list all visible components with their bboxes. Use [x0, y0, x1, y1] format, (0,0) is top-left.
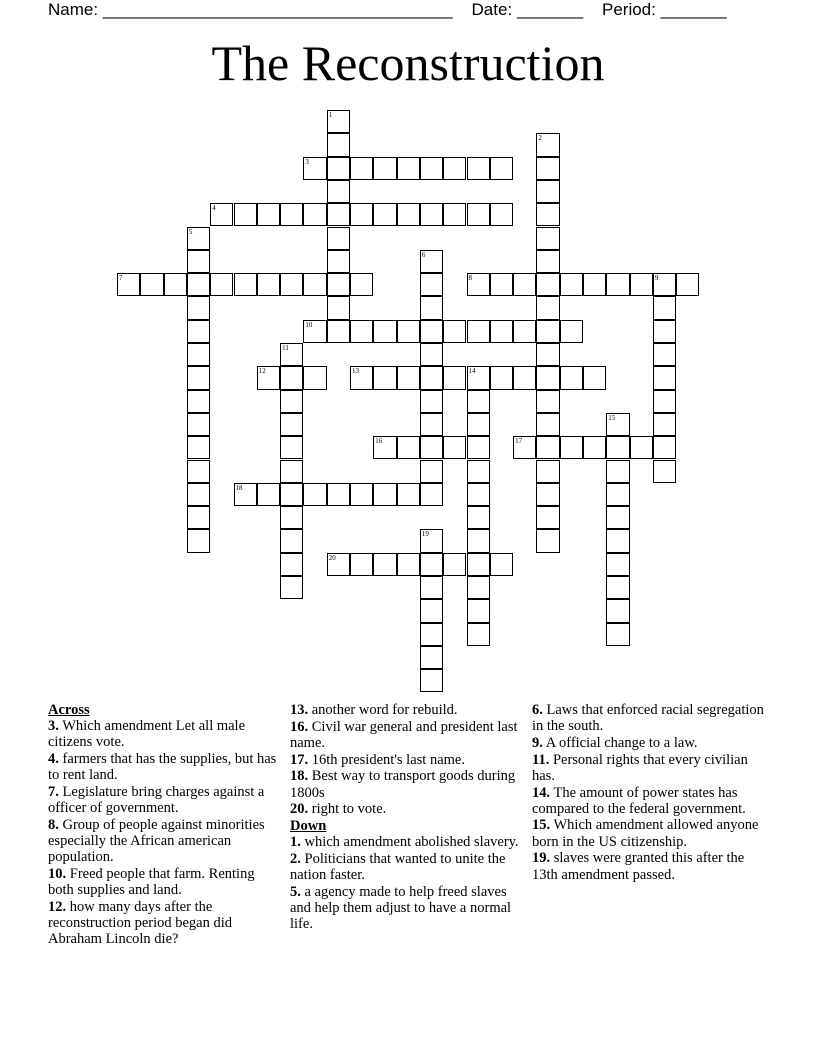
crossword-cell[interactable] — [420, 250, 443, 273]
crossword-cell[interactable] — [420, 669, 443, 692]
crossword-cell[interactable] — [187, 529, 210, 552]
crossword-cell[interactable] — [560, 366, 583, 389]
clue-number-label: 8 — [468, 274, 472, 283]
crossword-cell[interactable] — [420, 460, 443, 483]
crossword-cell[interactable] — [653, 320, 676, 343]
crossword-cell[interactable] — [187, 273, 210, 296]
clue-down-9: 9. A official change to a law. — [532, 734, 698, 751]
clue-down-1: 1. which amendment abolished slavery. — [290, 834, 519, 851]
crossword-cell[interactable] — [420, 273, 443, 296]
clue-number-label: 6 — [421, 250, 426, 259]
crossword-cell[interactable] — [676, 273, 699, 296]
crossword-cell[interactable] — [467, 273, 490, 296]
crossword-cell[interactable] — [536, 529, 559, 552]
crossword-cell[interactable] — [467, 157, 490, 180]
crossword-cell[interactable] — [280, 273, 303, 296]
clue-down-5: 5. a agency made to help freed slaves and help them adjust to have a normal life. — [290, 883, 512, 933]
clue-down-15: 15. Which amendment allowed anyone born in the US citizenship. — [532, 817, 759, 850]
clue-down-6: 6. Laws that enforced racial segregation in the south. — [532, 702, 764, 735]
crossword-cell[interactable] — [513, 320, 536, 343]
crossword-cell[interactable] — [350, 273, 373, 296]
crossword-cell[interactable] — [467, 320, 490, 343]
crossword-cell[interactable] — [606, 599, 629, 622]
crossword-cell[interactable] — [536, 343, 559, 366]
date-label: Date: — [471, 0, 517, 19]
crossword-cell[interactable] — [373, 436, 396, 459]
crossword-cell[interactable] — [350, 483, 373, 506]
crossword-cell[interactable] — [420, 483, 443, 506]
crossword-cell[interactable] — [234, 203, 257, 226]
crossword-cell[interactable] — [467, 460, 490, 483]
clue-number-label: 5 — [188, 227, 193, 236]
crossword-cell[interactable] — [373, 553, 396, 576]
crossword-cell[interactable] — [420, 413, 443, 436]
crossword-cell[interactable] — [187, 296, 210, 319]
crossword-cell[interactable] — [303, 366, 326, 389]
crossword-cell[interactable] — [443, 553, 466, 576]
crossword-cell[interactable] — [536, 483, 559, 506]
crossword-cell[interactable] — [467, 366, 490, 389]
crossword-cell[interactable] — [350, 366, 373, 389]
crossword-cell[interactable] — [467, 436, 490, 459]
clues-column-2 — [290, 702, 522, 933]
crossword-cell[interactable] — [443, 366, 466, 389]
name-blank[interactable]: _____________________________________ — [102, 0, 453, 19]
clue-across-8: 8. Group of people against minorities especially the African american population. — [48, 816, 265, 866]
crossword-cell[interactable] — [606, 483, 629, 506]
crossword-cell[interactable] — [187, 483, 210, 506]
crossword-cell[interactable] — [327, 203, 350, 226]
crossword-cell[interactable] — [467, 553, 490, 576]
clue-number-label: 10 — [305, 320, 313, 329]
crossword-cell[interactable] — [606, 553, 629, 576]
crossword-cell[interactable] — [653, 413, 676, 436]
crossword-cell[interactable] — [397, 157, 420, 180]
crossword-cell[interactable] — [187, 320, 210, 343]
crossword-cell[interactable] — [606, 576, 629, 599]
crossword-cell[interactable] — [327, 180, 350, 203]
crossword-cell[interactable] — [653, 390, 676, 413]
crossword-cell[interactable] — [350, 203, 373, 226]
crossword-cell[interactable] — [467, 203, 490, 226]
crossword-cell[interactable] — [327, 273, 350, 296]
crossword-cell[interactable] — [327, 227, 350, 250]
crossword-cell[interactable] — [327, 320, 350, 343]
crossword-cell[interactable] — [536, 133, 559, 156]
crossword-cell[interactable] — [443, 157, 466, 180]
clue-down-2: 2. Politicians that wanted to unite the nation faster. — [290, 850, 506, 884]
crossword-cell[interactable] — [420, 203, 443, 226]
crossword-cell[interactable] — [117, 273, 140, 296]
clue-down-11: 11. Personal rights that every civilian has. — [532, 751, 748, 784]
crossword-cell[interactable] — [420, 646, 443, 669]
crossword-cell[interactable] — [187, 506, 210, 529]
crossword-cell[interactable] — [560, 436, 583, 459]
clue-across-18: 18. Best way to transport goods during 1800s — [290, 768, 516, 801]
crossword-cell[interactable] — [420, 296, 443, 319]
crossword-cell[interactable] — [350, 320, 373, 343]
crossword-cell[interactable] — [280, 460, 303, 483]
crossword-cell[interactable] — [303, 157, 326, 180]
crossword-cell[interactable] — [257, 366, 280, 389]
crossword-cell[interactable] — [280, 529, 303, 552]
crossword-cell[interactable] — [653, 296, 676, 319]
clue-number-label: 2 — [538, 134, 542, 143]
crossword-cell[interactable] — [536, 250, 559, 273]
crossword-cell[interactable] — [467, 390, 490, 413]
clue-number-label: 1 — [328, 111, 333, 119]
crossword-cell[interactable] — [303, 273, 326, 296]
crossword-cell[interactable] — [420, 553, 443, 576]
crossword-cell[interactable] — [257, 203, 280, 226]
crossword-cell[interactable] — [327, 553, 350, 576]
crossword-cell[interactable] — [536, 203, 559, 226]
crossword-cell[interactable] — [536, 227, 559, 250]
crossword-cell[interactable] — [513, 366, 536, 389]
crossword-cell[interactable] — [303, 320, 326, 343]
clue-across-16: 16. Civil war general and president last name. — [290, 718, 518, 751]
crossword-cell[interactable] — [280, 203, 303, 226]
crossword-cell[interactable] — [560, 273, 583, 296]
crossword-cell[interactable] — [467, 483, 490, 506]
crossword-cell[interactable] — [467, 506, 490, 529]
crossword-cell[interactable] — [536, 366, 559, 389]
crossword-cell[interactable] — [280, 483, 303, 506]
crossword-cell[interactable] — [234, 273, 257, 296]
crossword-cell[interactable] — [420, 157, 443, 180]
clue-across-20: 20. right to vote. — [290, 801, 387, 818]
crossword-cell[interactable] — [653, 460, 676, 483]
crossword-cell[interactable] — [187, 366, 210, 389]
crossword-cell[interactable] — [536, 273, 559, 296]
crossword-cell[interactable] — [280, 506, 303, 529]
crossword-cell[interactable] — [536, 460, 559, 483]
clue-number-label: 4 — [212, 204, 216, 213]
clues-column-3 — [532, 702, 764, 883]
date-blank[interactable]: _______ — [516, 0, 584, 19]
crossword-cell[interactable] — [560, 320, 583, 343]
crossword-cell[interactable] — [653, 273, 676, 296]
crossword-cell[interactable] — [490, 203, 513, 226]
crossword-cell[interactable] — [653, 343, 676, 366]
crossword-cell[interactable] — [606, 623, 629, 646]
crossword-cell[interactable] — [583, 273, 606, 296]
crossword-cell[interactable] — [327, 296, 350, 319]
crossword-cell[interactable] — [536, 320, 559, 343]
crossword-cell[interactable] — [280, 366, 303, 389]
crossword-cell[interactable] — [280, 553, 303, 576]
crossword-cell[interactable] — [583, 436, 606, 459]
crossword-cell[interactable] — [490, 320, 513, 343]
crossword-cell[interactable] — [420, 576, 443, 599]
clue-number-label: 3 — [305, 157, 309, 166]
crossword-cell[interactable] — [350, 553, 373, 576]
across-heading: Across — [48, 702, 90, 718]
clue-across-12: 12. how many days after the reconstruction period began did Abraham Lincoln die? — [48, 898, 233, 948]
crossword-cell[interactable] — [140, 273, 163, 296]
crossword-cell[interactable] — [536, 180, 559, 203]
crossword-cell[interactable] — [280, 436, 303, 459]
crossword-cell[interactable] — [443, 320, 466, 343]
clue-number-label: 18 — [235, 483, 243, 492]
crossword-cell[interactable] — [490, 366, 513, 389]
clue-down-19: 19. slaves were granted this after the 13th amendment passed. — [532, 850, 745, 883]
period-blank[interactable]: _______ — [660, 0, 727, 19]
crossword-cell[interactable] — [443, 436, 466, 459]
crossword-cell[interactable] — [280, 390, 303, 413]
crossword-cell[interactable] — [420, 436, 443, 459]
crossword-cell[interactable] — [397, 366, 420, 389]
crossword-cell[interactable] — [303, 203, 326, 226]
crossword-cell[interactable] — [420, 320, 443, 343]
crossword-cell[interactable] — [164, 273, 187, 296]
crossword-cell[interactable] — [397, 553, 420, 576]
clue-number-label: 9 — [654, 274, 659, 283]
crossword-cell[interactable] — [536, 296, 559, 319]
crossword-cell[interactable] — [467, 413, 490, 436]
crossword-cell[interactable] — [420, 343, 443, 366]
crossword-cell[interactable] — [606, 460, 629, 483]
name-label: Name: — [48, 0, 103, 19]
crossword-cell[interactable] — [327, 110, 350, 133]
crossword-cell[interactable] — [397, 483, 420, 506]
crossword-cell[interactable] — [397, 436, 420, 459]
crossword-cell[interactable] — [327, 157, 350, 180]
clue-number-label: 11 — [282, 344, 289, 352]
crossword-cell[interactable] — [350, 157, 373, 180]
crossword-cell[interactable] — [210, 273, 233, 296]
crossword-cell[interactable] — [373, 483, 396, 506]
crossword-cell[interactable] — [327, 133, 350, 156]
crossword-cell[interactable] — [467, 529, 490, 552]
crossword-cell[interactable] — [653, 366, 676, 389]
crossword-cell[interactable] — [583, 366, 606, 389]
crossword-cell[interactable] — [467, 576, 490, 599]
crossword-cell[interactable] — [420, 529, 443, 552]
crossword-cell[interactable] — [606, 436, 629, 459]
clue-number-label: 14 — [468, 367, 476, 376]
clue-across-13: 13. another word for rebuild. — [290, 702, 458, 718]
crossword-cell[interactable] — [490, 157, 513, 180]
crossword-cell[interactable] — [187, 250, 210, 273]
crossword-cell[interactable] — [303, 483, 326, 506]
crossword-cell[interactable] — [536, 506, 559, 529]
crossword-cell[interactable] — [467, 599, 490, 622]
crossword-cell[interactable] — [420, 390, 443, 413]
crossword-cell[interactable] — [536, 436, 559, 459]
crossword-cell[interactable] — [606, 529, 629, 552]
down-heading: Down — [290, 817, 327, 834]
crossword-cell[interactable] — [187, 436, 210, 459]
crossword-cell[interactable] — [257, 273, 280, 296]
clue-down-14: 14. The amount of power states has compared to the federal government. — [532, 784, 746, 817]
crossword-cell[interactable] — [187, 413, 210, 436]
crossword-cell[interactable] — [536, 390, 559, 413]
crossword-cell[interactable] — [653, 436, 676, 459]
clue-number-label: 7 — [119, 274, 123, 283]
crossword-cell[interactable] — [536, 157, 559, 180]
crossword-cell[interactable] — [234, 483, 257, 506]
clue-number-label: 13 — [352, 367, 359, 376]
crossword-cell[interactable] — [443, 203, 466, 226]
crossword-cell[interactable] — [467, 623, 490, 646]
clue-number-label: 16 — [375, 437, 383, 446]
crossword-cell[interactable] — [420, 366, 443, 389]
crossword-cell[interactable] — [187, 227, 210, 250]
clue-across-17: 17. 16th president's last name. — [290, 751, 465, 768]
crossword-cell[interactable] — [606, 413, 629, 436]
crossword-cell[interactable] — [513, 436, 536, 459]
header-fields — [48, 0, 727, 20]
clue-number-label: 12 — [258, 367, 266, 376]
crossword-cell[interactable] — [187, 460, 210, 483]
crossword-cell[interactable] — [606, 506, 629, 529]
clue-number-label: 15 — [608, 413, 616, 422]
crossword-cell[interactable] — [490, 273, 513, 296]
crossword-cell[interactable] — [630, 273, 653, 296]
crossword-cell[interactable] — [187, 390, 210, 413]
crossword-cell[interactable] — [210, 203, 233, 226]
crossword-cell[interactable] — [513, 273, 536, 296]
page-title: The Reconstruction — [211, 35, 605, 91]
crossword-cell[interactable] — [280, 413, 303, 436]
crossword-cell[interactable] — [187, 343, 210, 366]
clue-across-7: 7. Legislature bring charges against a officer of government. — [48, 784, 265, 817]
crossword-cell[interactable] — [373, 366, 396, 389]
clues-column-1 — [48, 702, 280, 948]
crossword-cell[interactable] — [257, 483, 280, 506]
clue-across-10: 10. Freed people that farm. Renting both supplies and land. — [48, 866, 255, 899]
crossword-cell[interactable] — [280, 343, 303, 366]
crossword-cell[interactable] — [420, 599, 443, 622]
crossword-cell[interactable] — [373, 320, 396, 343]
crossword-cell[interactable] — [397, 320, 420, 343]
clue-across-4: 4. farmers that has the supplies, but has to rent land. — [48, 751, 277, 784]
clue-across-3: 3. Which amendment Let all male citizens vote. — [48, 718, 246, 751]
crossword-cell[interactable] — [630, 436, 653, 459]
clue-number-label: 17 — [515, 437, 523, 446]
crossword-cell[interactable] — [606, 273, 629, 296]
clue-number-label: 20 — [328, 553, 336, 562]
crossword-cell[interactable] — [373, 157, 396, 180]
crossword-cell[interactable] — [373, 203, 396, 226]
crossword-cell[interactable] — [420, 623, 443, 646]
crossword-cell[interactable] — [327, 250, 350, 273]
crossword-cell[interactable] — [490, 553, 513, 576]
crossword-cell[interactable] — [536, 413, 559, 436]
crossword-cell[interactable] — [280, 576, 303, 599]
period-label: Period: — [601, 0, 661, 19]
crossword-cell[interactable] — [327, 483, 350, 506]
clue-number-label: 19 — [421, 530, 429, 539]
crossword-cell[interactable] — [397, 203, 420, 226]
